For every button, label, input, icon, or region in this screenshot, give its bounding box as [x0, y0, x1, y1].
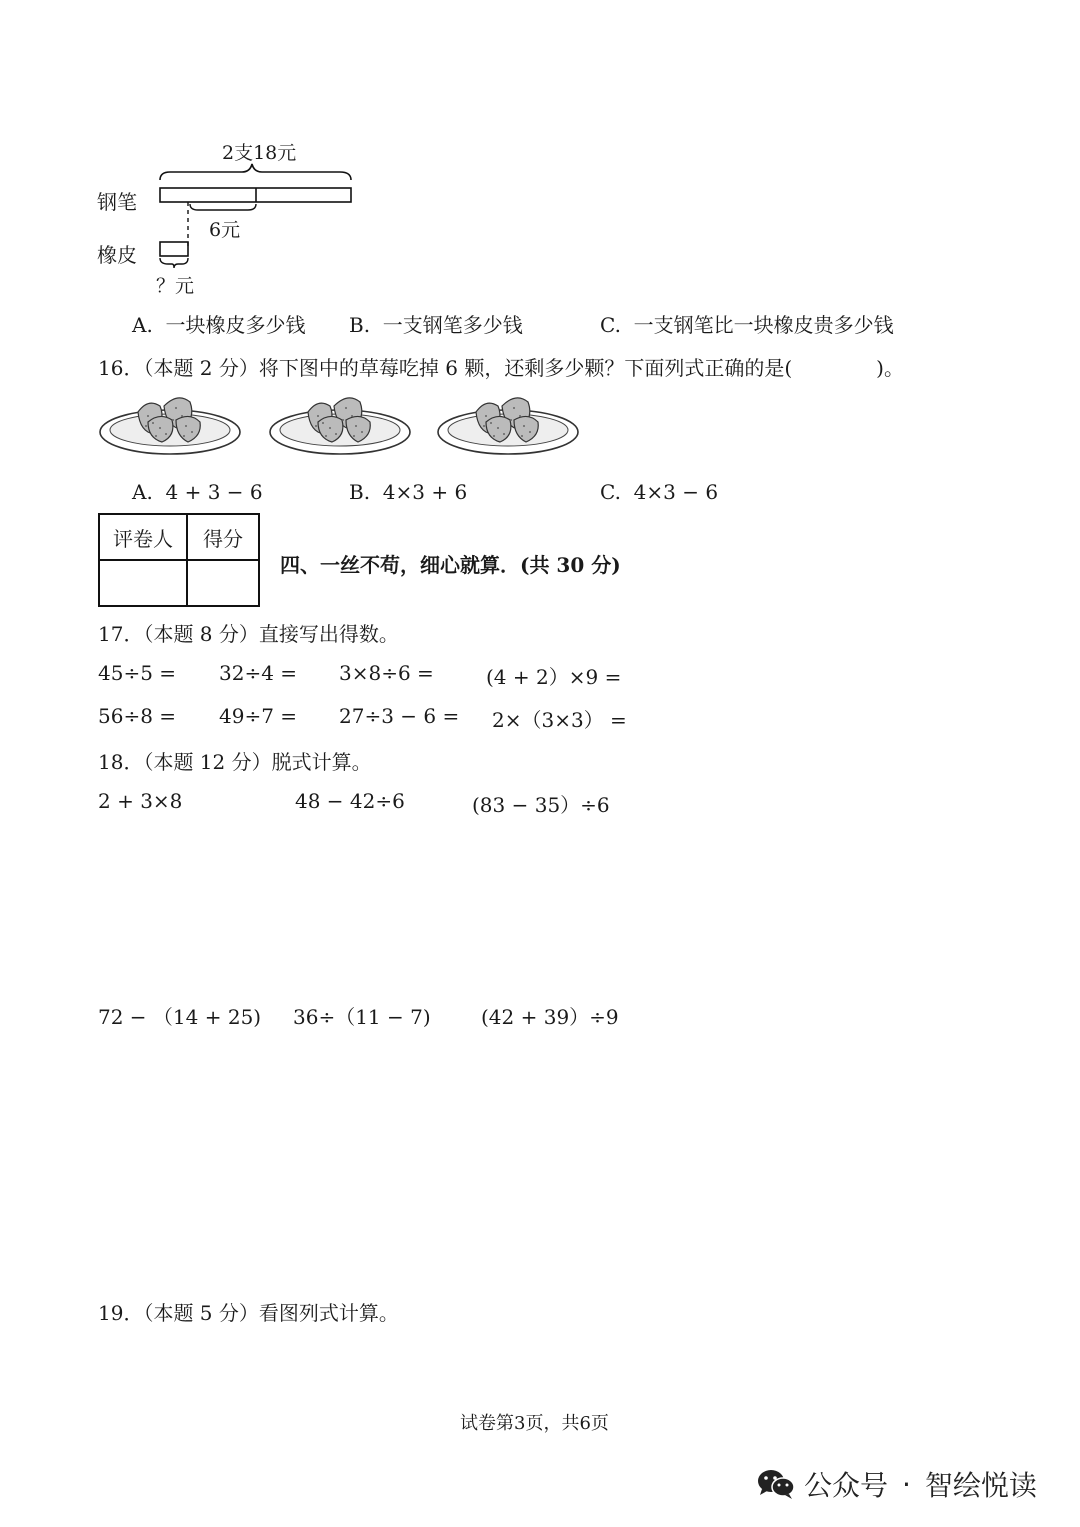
eraser-brace	[160, 258, 188, 268]
q18-r1-c1: 2 + 3×8	[98, 789, 183, 813]
eraser-label: 橡皮	[97, 243, 137, 267]
grader-cell	[100, 561, 188, 605]
total-brace	[160, 164, 351, 180]
q16-option-b: B. 4×3 + 6	[349, 480, 468, 504]
diff-label: 6元	[209, 219, 241, 241]
q17-r2-c2: 49÷7 =	[219, 704, 298, 728]
page-footer: 试卷第3页，共6页	[460, 1413, 609, 1434]
watermark-label: 公众号	[804, 1469, 889, 1502]
watermark-dot: ·	[902, 1467, 911, 1501]
q17-r2-c3: 27÷3 − 6 =	[339, 704, 460, 728]
q17-r2-c4: 2×（3×3） =	[492, 708, 627, 732]
strawberry-plates-figure	[98, 390, 582, 462]
q15-option-a: A. 一块橡皮多少钱	[132, 313, 306, 337]
section-4-title: 四、一丝不苟，细心就算．(共 30 分)	[280, 553, 621, 577]
line-segment-diagram	[150, 160, 370, 270]
q15-option-b: B. 一支钢笔多少钱	[349, 313, 523, 337]
eraser-bar	[160, 242, 188, 256]
wechat-icon	[756, 1467, 796, 1501]
q18-r2-c2: 36÷（11 − 7)	[293, 1005, 431, 1029]
q17-stem: 17．（本题 8 分）直接写出得数。	[98, 622, 399, 646]
pen-label: 钢笔	[97, 190, 137, 214]
q17-r1-c4: (4 + 2）×9 =	[486, 665, 622, 689]
q17-r1-c3: 3×8÷6 =	[339, 661, 434, 685]
diagram-total-label: 2支18元	[222, 142, 297, 164]
grader-header: 评卷人	[100, 515, 188, 561]
unknown-label: ？元	[156, 275, 195, 297]
q18-stem: 18．（本题 12 分）脱式计算。	[98, 750, 372, 774]
q17-r1-c2: 32÷4 =	[219, 661, 298, 685]
q16-option-a: A. 4 + 3 − 6	[132, 480, 263, 504]
grading-table	[98, 513, 260, 607]
q16-option-c: C. 4×3 − 6	[600, 480, 719, 504]
plate-2	[270, 398, 410, 454]
diff-bracket	[190, 204, 256, 210]
score-header: 得分	[188, 515, 258, 561]
plate-1	[100, 398, 240, 454]
q18-r1-c3: (83 − 35）÷6	[472, 793, 610, 817]
wechat-watermark	[756, 1464, 1037, 1504]
q17-r2-c1: 56÷8 =	[98, 704, 177, 728]
q19-stem: 19．（本题 5 分）看图列式计算。	[98, 1301, 399, 1325]
q15-option-c: C. 一支钢笔比一块橡皮贵多少钱	[600, 313, 894, 337]
q18-r1-c2: 48 − 42÷6	[295, 789, 405, 813]
plate-3	[438, 398, 578, 454]
watermark-name: 智绘悦读	[924, 1469, 1037, 1502]
score-cell	[188, 561, 258, 605]
q18-r2-c3: (42 + 39）÷9	[481, 1005, 619, 1029]
q18-r2-c1: 72 − （14 + 25)	[98, 1005, 262, 1029]
q17-r1-c1: 45÷5 =	[98, 661, 177, 685]
q16-stem: 16．（本题 2 分）将下图中的草莓吃掉 6 颗，还剩多少颗？下面列式正确的是( )。	[98, 356, 904, 380]
